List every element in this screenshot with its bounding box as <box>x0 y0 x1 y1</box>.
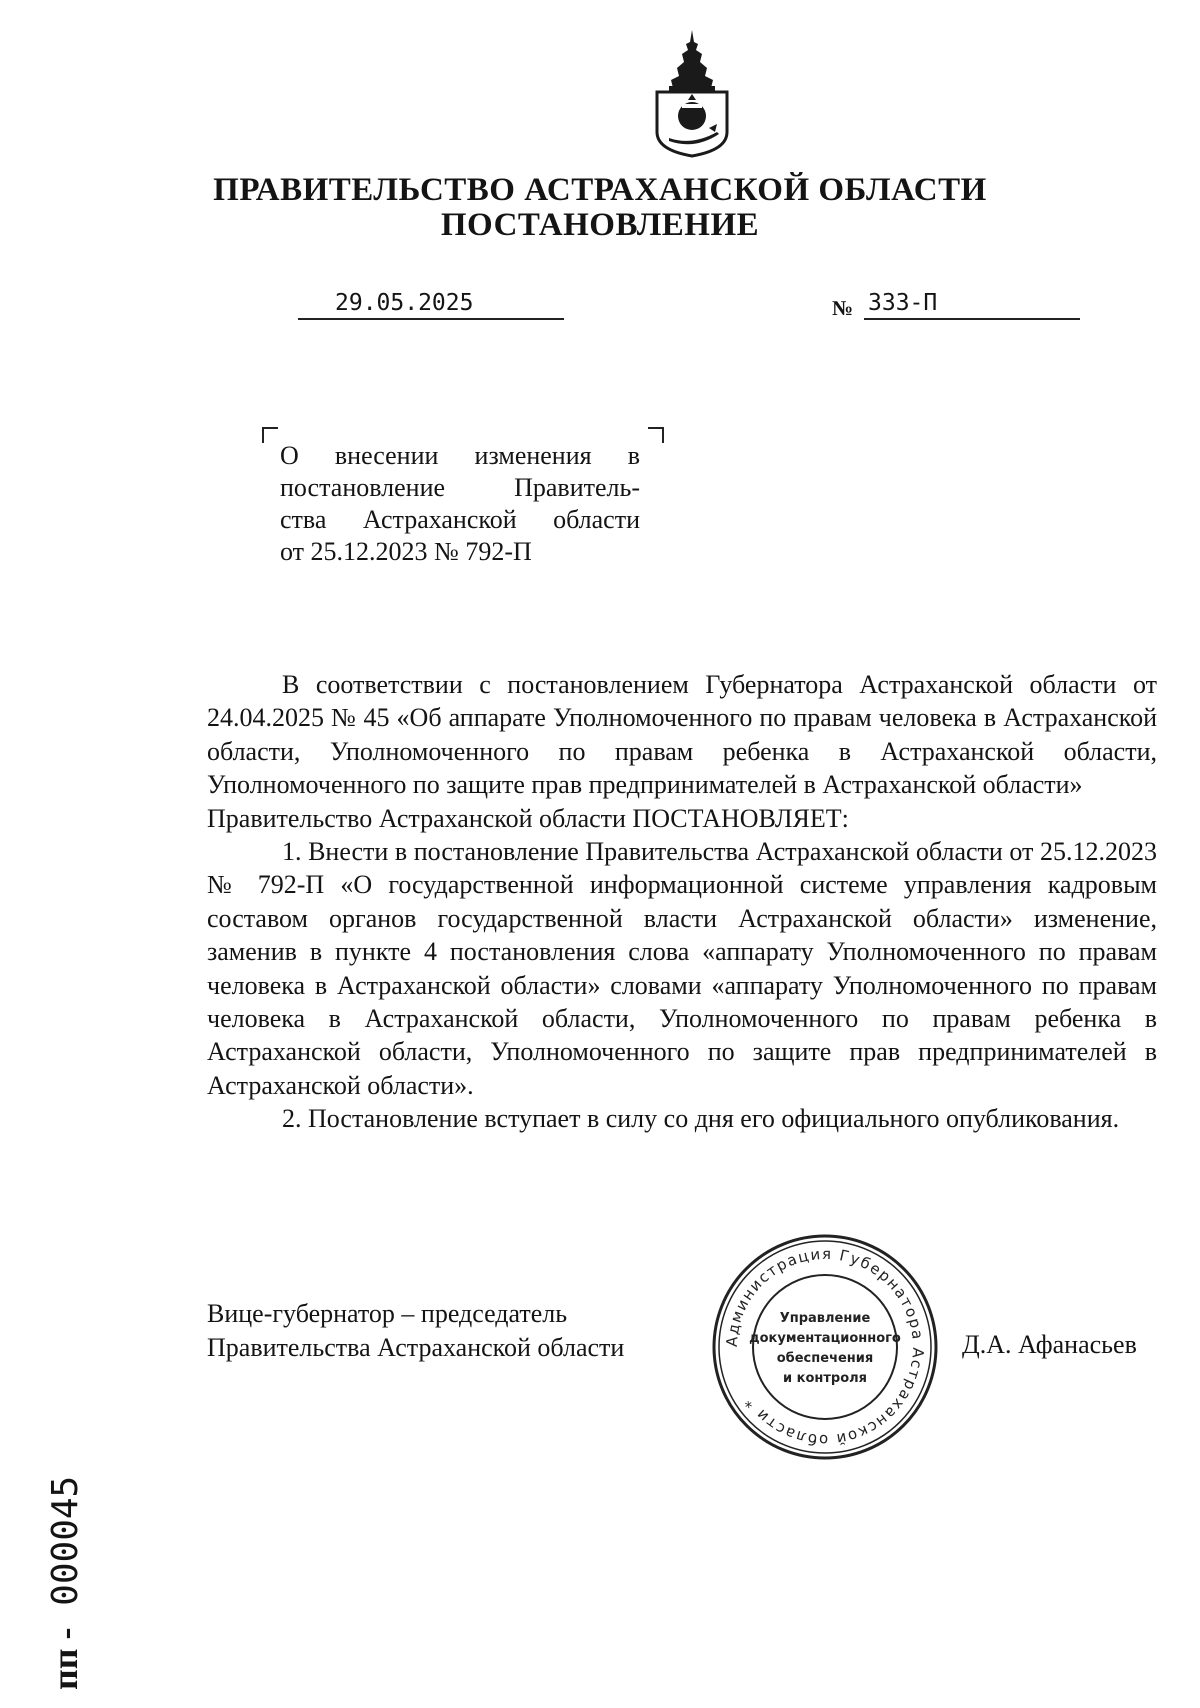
stamp-center-line: документационного <box>749 1331 901 1346</box>
stamp-center-line: обеспечения <box>776 1351 874 1366</box>
signatory-position-line: Вице-губернатор – председатель <box>207 1299 568 1328</box>
subject-line: ства Астраханской области <box>280 505 640 534</box>
side-code-number: 000045 <box>45 1475 86 1606</box>
number-sign: № <box>832 296 854 320</box>
government-title: ПРАВИТЕЛЬСТВО АСТРАХАНСКОЙ ОБЛАСТИ <box>213 172 987 208</box>
subject-line: О внесении изменения в <box>280 441 640 470</box>
side-code-text <box>44 1476 86 1690</box>
side-code-prefix: пп - <box>45 1627 85 1690</box>
subject-bracket-right <box>648 427 664 443</box>
body-paragraph-preamble: В соответствии с постановлением Губернатора Астраханской области от 24.04.2025 № 45 «Об аппарате Уполномоченного по правам человека в Астраханской области, Уполномоченного по правам ребенка в Астраханской области, Уполномоченного по защите прав предпринимателей в Астраханской области» <box>207 670 1157 800</box>
signatory-position <box>207 1297 624 1365</box>
document-type-title: ПОСТАНОВЛЕНИЕ <box>440 207 760 243</box>
official-stamp <box>710 1232 940 1462</box>
subject-line: постановление Правитель- <box>280 473 640 502</box>
stamp-center-line: Управление <box>779 1311 871 1326</box>
body-paragraph-item-1: 1. Внести в постановление Правительства Астраханской области от 25.12.2023 № 792-П «О государственной информационной системе управления кадровым составом органов государственной власти Астраханской области» изменение, заменив в пункте 4 постановления слова «аппарату Уполномоченного по правам человека в Астраханской области» словами «аппарату Уполномоченного по правам человека в Астраханской области, Уполномоченного по правам ребенка в Астраханской области, Уполномоченного по защите прав предпринимателей в Астраханской области». <box>207 837 1157 1100</box>
document-body <box>207 668 1157 1136</box>
subject-bracket-left <box>262 427 278 443</box>
subject-line: от 25.12.2023 № 792-П <box>280 537 532 566</box>
stamp-center-line: и контроля <box>782 1371 868 1386</box>
body-paragraph-resolves: Правительство Астраханской области ПОСТАНОВЛЯЕТ: <box>207 803 849 833</box>
document-number: 333-П <box>868 290 938 316</box>
signatory-name: Д.А. Афанасьев <box>962 1330 1137 1359</box>
coat-of-arms-emblem <box>647 28 737 158</box>
side-registration-code <box>42 1380 92 1690</box>
document-date: 29.05.2025 <box>335 290 474 316</box>
stamp-ring-text: Администрация Губернатора Астраханской области * <box>722 1244 928 1450</box>
signatory-position-line: Правительства Астраханской области <box>207 1333 625 1362</box>
document-subject <box>280 440 640 568</box>
body-paragraph-item-2: 2. Постановление вступает в силу со дня его официального опубликования. <box>282 1104 1120 1134</box>
